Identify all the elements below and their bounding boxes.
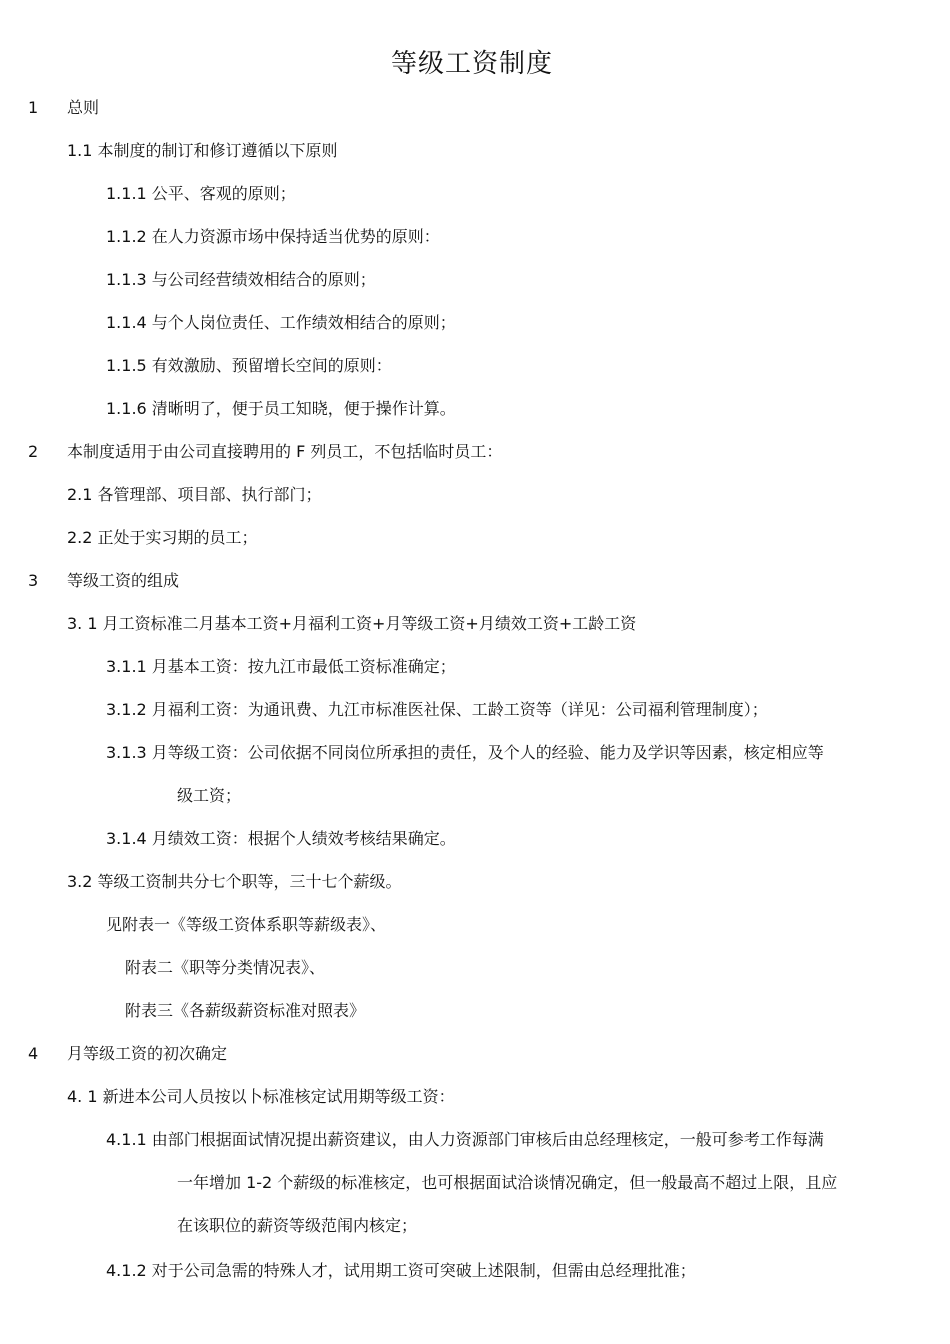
clause-3-1-3: 3.1.3 月等级工资：公司依据不同岗位所承担的责任，及个人的经验、能力及学识等因素，核定相应等 <box>106 743 824 762</box>
section-heading-2: 本制度适用于由公司直接聘用的 F 列员工，不包括临时员工： <box>67 442 503 461</box>
clause-1-1-1: 1.1.1 公平、客观的原则； <box>106 184 296 203</box>
clause-3-2: 3.2 等级工资制共分七个职等，三十七个薪级。 <box>67 872 402 891</box>
clause-1-1-4: 1.1.4 与个人岗位责任、工作绩效相结合的原则； <box>106 313 456 332</box>
clause-4-1-1-continued-2: 在该职位的薪资等级范闱内核定； <box>177 1216 418 1235</box>
clause-3-1: 3. 1 月工资标准二月基本工资+月福利工资+月等级工资+月绩效工资+工龄工资 <box>67 614 637 633</box>
clause-4-1-2: 4.1.2 对于公司急需的特殊人才，试用期工资可突破上述限制，但需由总经理批准； <box>106 1261 696 1280</box>
clause-1-1-3: 1.1.3 与公司经营绩效相结合的原则； <box>106 270 376 289</box>
document-title: 等级工资制度 <box>390 49 553 79</box>
appendix-reference-1: 见附表一《等级工资体系职等薪级表》、 <box>106 915 387 934</box>
section-number-3: 3 <box>28 571 39 590</box>
clause-1-1-5: 1.1.5 有效激励、预留增长空间的原则： <box>106 356 392 375</box>
section-heading-1: 总则 <box>67 98 100 117</box>
clause-3-1-1: 3.1.1 月基本工资：按九江市最低工资标准确定； <box>106 657 456 676</box>
section-heading-4: 月等级工资的初次确定 <box>67 1044 228 1063</box>
appendix-reference-2: 附表二《职等分类情况表》、 <box>125 958 326 977</box>
clause-4-1-1-continued-1: 一年增加 1-2 个薪级的标准核定，也可根据面试洽谈情况确定，但一般最高不超过上限，且应 <box>177 1173 838 1192</box>
clause-4-1: 4. 1 新进本公司人员按以卜标准核定试用期等级工资： <box>67 1087 455 1106</box>
section-heading-3: 等级工资的组成 <box>67 571 180 590</box>
clause-1-1-2: 1.1.2 在人力资源市场中保持适当优势的原则： <box>106 227 440 246</box>
section-number-1: 1 <box>28 98 39 117</box>
clause-1-1-6: 1.1.6 清晰明了，便于员工知晓，便于操作计算。 <box>106 399 456 418</box>
clause-3-1-4: 3.1.4 月绩效工资：根据个人绩效考核结果确定。 <box>106 829 456 848</box>
clause-3-1-3-continued: 级工资； <box>177 786 242 805</box>
clause-1-1: 1.1 本制度的制订和修订遵循以下原则 <box>67 141 338 160</box>
appendix-reference-3: 附表三《各薪级薪资标准对照表》 <box>125 1001 366 1020</box>
clause-4-1-1: 4.1.1 由部门根据面试情况提出薪资建议，由人力资源部门审核后由总经理核定，一般可参考工作每满 <box>106 1130 824 1149</box>
clause-3-1-2: 3.1.2 月福利工资：为通讯费、九江市标准医社保、工龄工资等（详见：公司福利管理制度）； <box>106 700 768 719</box>
clause-2-1: 2.1 各管理部、项目部、执行部门； <box>67 485 322 504</box>
clause-2-2: 2.2 正处于实习期的员工； <box>67 528 258 547</box>
section-number-4: 4 <box>28 1044 39 1063</box>
section-number-2: 2 <box>28 442 39 461</box>
